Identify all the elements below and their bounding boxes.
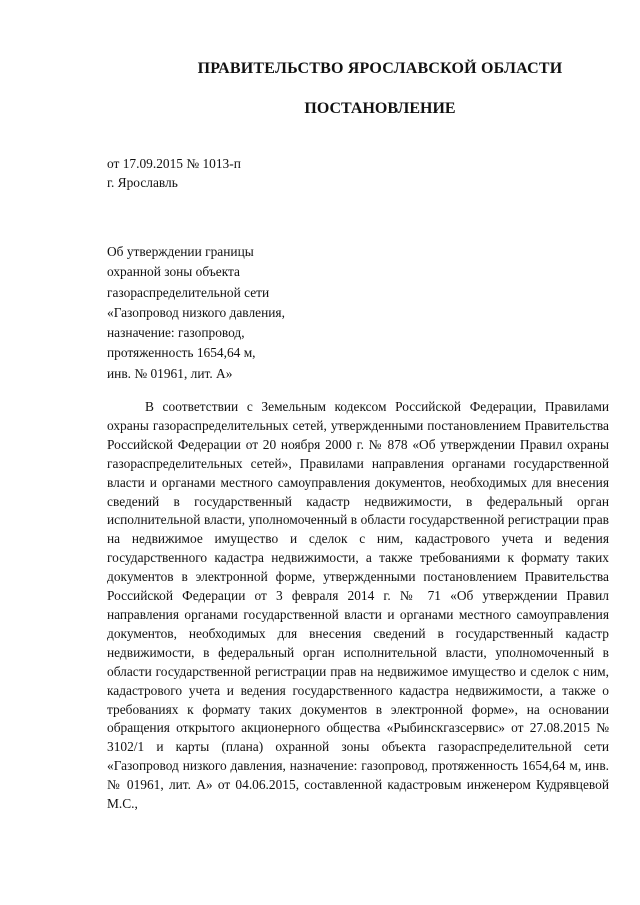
subject-line: «Газопровод низкого давления, [107, 304, 285, 320]
organization-title: ПРАВИТЕЛЬСТВО ЯРОСЛАВСКОЙ ОБЛАСТИ [197, 60, 563, 77]
document-body [107, 398, 609, 814]
subject-line: охранной зоны объекта [107, 264, 240, 280]
body-paragraph: В соответствии с Земельным кодексом Российской Федерации, Правилами охраны газораспределительных сетей, утвержденными постановлением Правительства Российской Федерации от 20 ноября 2000 г. № 878 «Об утверждении Правил охраны газораспределительных сетей», Правилами направления органами государственной власти и органами местного самоуправления документов, необходимых для внесения сведений в государственный кадастр недвижимости, в федеральный орган исполнительной власти, уполномоченный в области государственной регистрации прав на недвижимое имущество и сделок с ним, кадастрового учета и ведения государственного кадастра недвижимости, а также требованиями к формату таких документов в электронной форме, утвержденными постановлением Правительства Российской Федерации от 3 февраля 2014 г. № 71 «Об утверждении Правил направления органами государственной власти и органами местного самоуправления документов, необходимых для внесения сведений в государственный кадастр недвижимости, в федеральный орган исполнительной власти, уполномоченный в области государственной регистрации прав на недвижимое имущество и сделок с ним, кадастрового учета и ведения государственного кадастра недвижимости, а также о требованиях к формату таких документов в электронной форме», на основании обращения открытого акционерного общества «Рыбинскгазсервис» от 27.08.2015 № 3102/1 и карты (плана) охранной зоны объекта газораспределительной сети «Газопровод низкого давления, назначение: газопровод, протяженность 1654,64 м, инв. № 01961, лит. А» от 04.06.2015, составленной кадастровым инженером Кудрявцевой М.С., [107, 399, 609, 812]
subject-line: протяженность 1654,64 м, [107, 345, 256, 361]
subject-line: Об утверждении границы [107, 244, 254, 259]
document-type: ПОСТАНОВЛЕНИЕ [304, 100, 456, 117]
subject-line: инв. № 01961, лит. А» [107, 365, 233, 381]
date-number: от 17.09.2015 № 1013-п [107, 156, 241, 171]
subject-line: назначение: газопровод, [107, 325, 245, 341]
subject-line: газораспределительной сети [107, 284, 270, 300]
city: г. Ярославль [107, 175, 178, 190]
document-subject [107, 242, 285, 384]
document-meta [107, 154, 241, 192]
